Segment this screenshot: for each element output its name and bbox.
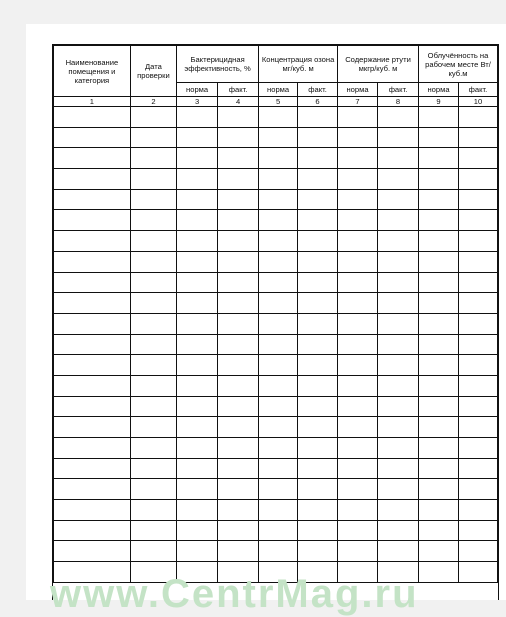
column-number: 4 xyxy=(218,97,259,107)
table-cell xyxy=(378,396,419,417)
table-cell xyxy=(458,127,497,148)
table-cell xyxy=(218,169,259,190)
table-cell xyxy=(378,127,419,148)
table-cell xyxy=(419,107,459,128)
table-body xyxy=(54,107,498,583)
table-cell xyxy=(298,355,338,376)
column-number: 7 xyxy=(338,97,378,107)
table-cell xyxy=(177,479,218,500)
table-cell xyxy=(419,148,459,169)
table-row xyxy=(54,210,498,231)
table-cell xyxy=(54,458,131,479)
column-number: 9 xyxy=(419,97,459,107)
table-cell xyxy=(130,272,176,293)
table-cell xyxy=(130,293,176,314)
table-cell xyxy=(378,375,419,396)
table-cell xyxy=(298,189,338,210)
table-cell xyxy=(218,334,259,355)
table-cell xyxy=(458,500,497,521)
table-cell xyxy=(54,189,131,210)
table-cell xyxy=(419,562,459,583)
table-cell xyxy=(298,210,338,231)
table-cell xyxy=(298,169,338,190)
table-cell xyxy=(218,417,259,438)
table-cell xyxy=(419,438,459,459)
table-cell xyxy=(177,396,218,417)
table-cell xyxy=(218,313,259,334)
table-cell xyxy=(338,479,378,500)
table-cell xyxy=(298,375,338,396)
table-row xyxy=(54,355,498,376)
table-cell xyxy=(338,458,378,479)
table-cell xyxy=(458,541,497,562)
table-cell xyxy=(419,169,459,190)
table-cell xyxy=(378,231,419,252)
column-number: 6 xyxy=(298,97,338,107)
table-cell xyxy=(338,210,378,231)
table-cell xyxy=(259,396,298,417)
header-ozone: Концентрация озона мг/куб. м xyxy=(259,46,338,83)
subheader-fact: факт. xyxy=(298,83,338,97)
table-row xyxy=(54,169,498,190)
table-cell xyxy=(130,169,176,190)
table-cell xyxy=(338,500,378,521)
table-cell xyxy=(177,458,218,479)
table-cell xyxy=(130,438,176,459)
table-cell xyxy=(419,500,459,521)
table-cell xyxy=(259,272,298,293)
table-cell xyxy=(259,458,298,479)
table-cell xyxy=(54,334,131,355)
table-cell xyxy=(378,417,419,438)
table-cell xyxy=(177,231,218,252)
table-cell xyxy=(419,458,459,479)
table-row xyxy=(54,541,498,562)
table-cell xyxy=(458,520,497,541)
table-cell xyxy=(130,417,176,438)
table-cell xyxy=(298,458,338,479)
table-cell xyxy=(419,396,459,417)
table-cell xyxy=(177,313,218,334)
table-cell xyxy=(298,148,338,169)
table-cell xyxy=(177,210,218,231)
table-cell xyxy=(177,355,218,376)
table-cell xyxy=(338,127,378,148)
table-cell xyxy=(378,520,419,541)
table-cell xyxy=(419,355,459,376)
header-room: Наименование помещения и категория xyxy=(54,46,131,97)
table-cell xyxy=(218,148,259,169)
table-cell xyxy=(177,169,218,190)
table-cell xyxy=(130,375,176,396)
table-cell xyxy=(298,272,338,293)
table-cell xyxy=(338,107,378,128)
table-cell xyxy=(218,479,259,500)
table-row xyxy=(54,189,498,210)
table-row xyxy=(54,334,498,355)
watermark: www.CentrMag.ru xyxy=(50,572,419,616)
subheader-norm: норма xyxy=(338,83,378,97)
table-cell xyxy=(130,313,176,334)
subheader-norm: норма xyxy=(419,83,459,97)
table-cell xyxy=(338,375,378,396)
header-date: Дата проверки xyxy=(130,46,176,97)
header-mercury: Содержание ртути мкгр/куб. м xyxy=(338,46,419,83)
table-cell xyxy=(338,189,378,210)
table-cell xyxy=(419,313,459,334)
table-cell xyxy=(458,148,497,169)
table-cell xyxy=(378,479,419,500)
table-cell xyxy=(54,251,131,272)
table-cell xyxy=(378,251,419,272)
table-cell xyxy=(130,355,176,376)
table-cell xyxy=(177,293,218,314)
table-cell xyxy=(298,107,338,128)
table-cell xyxy=(458,396,497,417)
table-cell xyxy=(54,500,131,521)
table-cell xyxy=(338,541,378,562)
table-cell xyxy=(458,293,497,314)
table-cell xyxy=(218,272,259,293)
table-cell xyxy=(338,313,378,334)
table-cell xyxy=(458,355,497,376)
table-cell xyxy=(378,334,419,355)
table-row xyxy=(54,293,498,314)
table-cell xyxy=(458,231,497,252)
table-cell xyxy=(218,293,259,314)
table-cell xyxy=(458,107,497,128)
table-cell xyxy=(338,355,378,376)
table-cell xyxy=(130,107,176,128)
table-cell xyxy=(130,479,176,500)
table-cell xyxy=(298,438,338,459)
table-row xyxy=(54,520,498,541)
table-cell xyxy=(419,334,459,355)
table-cell xyxy=(259,520,298,541)
table-cell xyxy=(378,355,419,376)
column-number: 5 xyxy=(259,97,298,107)
table-cell xyxy=(298,396,338,417)
table-cell xyxy=(378,148,419,169)
table-cell xyxy=(338,272,378,293)
table-cell xyxy=(259,541,298,562)
table-cell xyxy=(218,189,259,210)
table-cell xyxy=(218,210,259,231)
table-cell xyxy=(419,541,459,562)
column-number: 10 xyxy=(458,97,497,107)
table-cell xyxy=(298,479,338,500)
table-cell xyxy=(177,438,218,459)
table-cell xyxy=(130,189,176,210)
table-row xyxy=(54,375,498,396)
table-row xyxy=(54,500,498,521)
table-cell xyxy=(419,520,459,541)
table-cell xyxy=(259,417,298,438)
table-cell xyxy=(458,189,497,210)
table-cell xyxy=(298,500,338,521)
table-cell xyxy=(54,541,131,562)
table-cell xyxy=(259,231,298,252)
table-cell xyxy=(177,375,218,396)
table-cell xyxy=(259,355,298,376)
table-cell xyxy=(298,417,338,438)
table-cell xyxy=(378,293,419,314)
table-row xyxy=(54,438,498,459)
table-cell xyxy=(54,520,131,541)
table-cell xyxy=(177,127,218,148)
table-cell xyxy=(218,458,259,479)
table-cell xyxy=(259,438,298,459)
table-cell xyxy=(259,479,298,500)
subheader-fact: факт. xyxy=(458,83,497,97)
table-row xyxy=(54,272,498,293)
table-cell xyxy=(419,231,459,252)
table-cell xyxy=(218,355,259,376)
table-cell xyxy=(218,375,259,396)
table-cell xyxy=(298,334,338,355)
table-cell xyxy=(218,541,259,562)
table-cell xyxy=(419,210,459,231)
table-cell xyxy=(54,169,131,190)
table-cell xyxy=(177,334,218,355)
table-cell xyxy=(177,541,218,562)
table-cell xyxy=(130,458,176,479)
table-cell xyxy=(338,251,378,272)
table-cell xyxy=(458,417,497,438)
table-cell xyxy=(54,355,131,376)
table-cell xyxy=(177,272,218,293)
table-cell xyxy=(378,438,419,459)
table-cell xyxy=(259,500,298,521)
table-cell xyxy=(338,334,378,355)
column-number: 1 xyxy=(54,97,131,107)
table-cell xyxy=(259,189,298,210)
table-cell xyxy=(458,272,497,293)
table-cell xyxy=(458,562,497,583)
table-cell xyxy=(130,396,176,417)
table-cell xyxy=(419,251,459,272)
table-row xyxy=(54,458,498,479)
table-row xyxy=(54,251,498,272)
table-cell xyxy=(218,500,259,521)
table-row xyxy=(54,313,498,334)
table-cell xyxy=(378,169,419,190)
table-cell xyxy=(458,479,497,500)
journal-table xyxy=(53,45,498,583)
table-cell xyxy=(177,520,218,541)
table-cell xyxy=(54,293,131,314)
table-cell xyxy=(54,479,131,500)
table-cell xyxy=(338,231,378,252)
table-cell xyxy=(338,148,378,169)
table-cell xyxy=(130,500,176,521)
table-cell xyxy=(259,334,298,355)
table-cell xyxy=(54,107,131,128)
table-cell xyxy=(218,107,259,128)
table-cell xyxy=(419,375,459,396)
table-cell xyxy=(177,148,218,169)
table-row xyxy=(54,127,498,148)
table-cell xyxy=(378,107,419,128)
table-cell xyxy=(54,375,131,396)
table-cell xyxy=(130,520,176,541)
table-cell xyxy=(130,127,176,148)
table-cell xyxy=(378,272,419,293)
document-page xyxy=(26,24,506,600)
table-cell xyxy=(419,417,459,438)
table-cell xyxy=(419,272,459,293)
table-cell xyxy=(54,210,131,231)
table-cell xyxy=(177,417,218,438)
table-cell xyxy=(458,458,497,479)
table-cell xyxy=(298,231,338,252)
subheader-fact: факт. xyxy=(218,83,259,97)
table-cell xyxy=(54,417,131,438)
table-row xyxy=(54,107,498,128)
table-cell xyxy=(218,438,259,459)
table-cell xyxy=(259,251,298,272)
table-cell xyxy=(338,169,378,190)
journal-table-frame xyxy=(52,44,499,600)
table-cell xyxy=(54,148,131,169)
table-cell xyxy=(54,272,131,293)
table-cell xyxy=(338,417,378,438)
table-cell xyxy=(458,375,497,396)
subheader-norm: норма xyxy=(177,83,218,97)
table-cell xyxy=(298,251,338,272)
subheader-norm: норма xyxy=(259,83,298,97)
header-bactericidal: Бактерицидная эффективность, % xyxy=(177,46,259,83)
table-cell xyxy=(177,500,218,521)
table-cell xyxy=(298,313,338,334)
table-cell xyxy=(458,251,497,272)
table-cell xyxy=(218,396,259,417)
table-cell xyxy=(338,396,378,417)
table-cell xyxy=(218,251,259,272)
table-cell xyxy=(130,231,176,252)
table-cell xyxy=(177,107,218,128)
table-cell xyxy=(130,541,176,562)
column-number: 3 xyxy=(177,97,218,107)
table-row xyxy=(54,417,498,438)
table-row xyxy=(54,396,498,417)
table-cell xyxy=(130,334,176,355)
table-cell xyxy=(259,127,298,148)
table-cell xyxy=(218,231,259,252)
table-cell xyxy=(298,520,338,541)
table-cell xyxy=(419,127,459,148)
table-cell xyxy=(419,189,459,210)
table-row xyxy=(54,148,498,169)
table-cell xyxy=(259,210,298,231)
table-cell xyxy=(458,169,497,190)
table-cell xyxy=(130,210,176,231)
table-cell xyxy=(458,438,497,459)
table-cell xyxy=(298,541,338,562)
table-cell xyxy=(338,520,378,541)
table-row xyxy=(54,231,498,252)
table-cell xyxy=(177,251,218,272)
header-irradiance: Облучённость на рабочем месте Вт/куб.м xyxy=(419,46,498,83)
table-cell xyxy=(458,313,497,334)
table-cell xyxy=(458,210,497,231)
table-cell xyxy=(298,293,338,314)
table-cell xyxy=(298,127,338,148)
table-cell xyxy=(259,107,298,128)
table-cell xyxy=(218,127,259,148)
table-cell xyxy=(130,251,176,272)
table-cell xyxy=(378,500,419,521)
table-cell xyxy=(54,231,131,252)
table-cell xyxy=(259,169,298,190)
table-cell xyxy=(259,293,298,314)
table-cell xyxy=(259,375,298,396)
table-cell xyxy=(54,313,131,334)
table-cell xyxy=(259,148,298,169)
table-cell xyxy=(177,189,218,210)
table-cell xyxy=(218,520,259,541)
table-cell xyxy=(54,396,131,417)
table-cell xyxy=(378,313,419,334)
table-cell xyxy=(378,458,419,479)
table-cell xyxy=(378,210,419,231)
table-row xyxy=(54,479,498,500)
table-cell xyxy=(54,127,131,148)
table-cell xyxy=(419,479,459,500)
table-cell xyxy=(338,438,378,459)
table-cell xyxy=(54,438,131,459)
table-cell xyxy=(419,293,459,314)
column-number: 8 xyxy=(378,97,419,107)
column-number: 2 xyxy=(130,97,176,107)
table-cell xyxy=(378,541,419,562)
table-cell xyxy=(259,313,298,334)
table-cell xyxy=(378,189,419,210)
table-cell xyxy=(458,334,497,355)
table-cell xyxy=(338,293,378,314)
subheader-fact: факт. xyxy=(378,83,419,97)
table-cell xyxy=(130,148,176,169)
